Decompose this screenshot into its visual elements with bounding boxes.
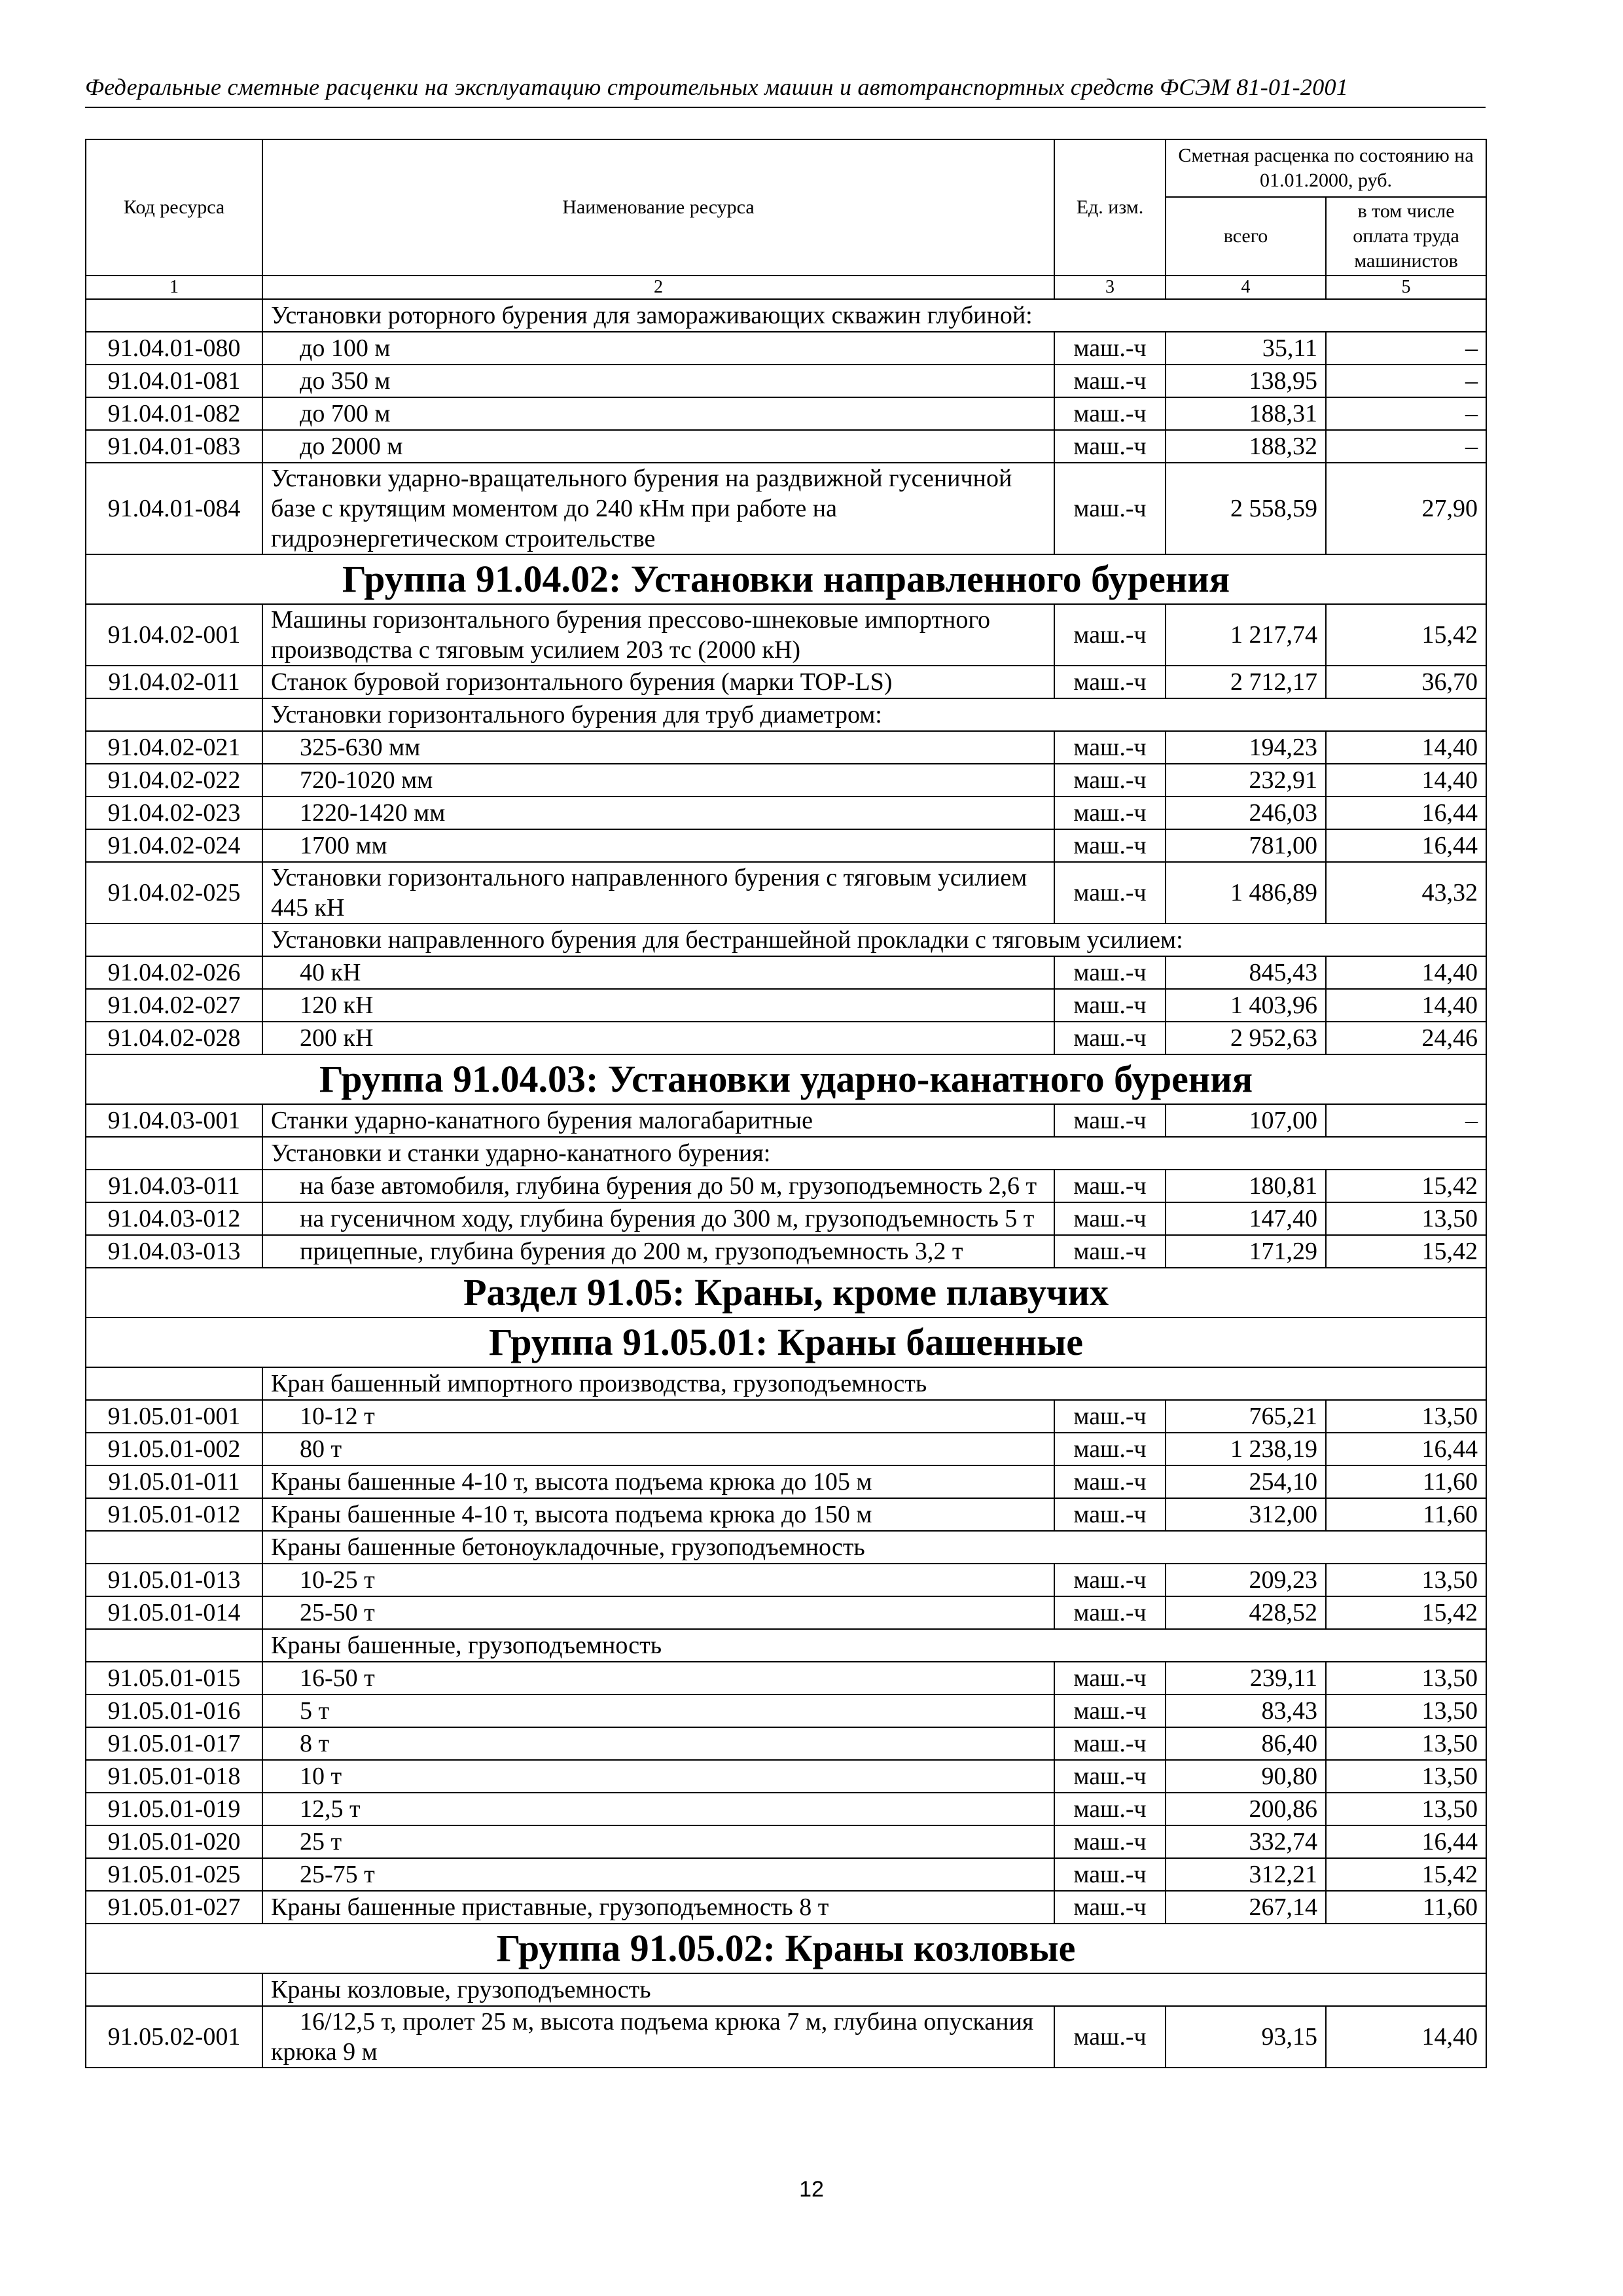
unit-of-measure: маш.-ч: [1054, 1433, 1166, 1465]
unit-of-measure: маш.-ч: [1054, 430, 1166, 463]
resource-name: 1220-1420 мм: [262, 797, 1054, 829]
resource-code: 91.05.01-017: [86, 1727, 262, 1760]
price-labor: 14,40: [1326, 956, 1486, 989]
price-labor: –: [1326, 365, 1486, 397]
column-header-total: всего: [1166, 197, 1326, 276]
resource-name: 16-50 т: [262, 1662, 1054, 1695]
resource-code: 91.05.01-019: [86, 1793, 262, 1825]
resource-code: 91.04.02-023: [86, 797, 262, 829]
price-total: 781,00: [1166, 829, 1326, 862]
resource-name: до 350 м: [262, 365, 1054, 397]
column-header-labor: в том числе оплата труда машинистов: [1326, 197, 1486, 276]
unit-of-measure: маш.-ч: [1054, 1022, 1166, 1054]
table-body: [86, 299, 1486, 2068]
table-row: [86, 2006, 1486, 2068]
price-labor: –: [1326, 332, 1486, 365]
group-heading-row: [86, 554, 1486, 604]
unit-of-measure: маш.-ч: [1054, 332, 1166, 365]
price-total: 188,32: [1166, 430, 1326, 463]
price-labor: 24,46: [1326, 1022, 1486, 1054]
group-heading-row: [86, 1268, 1486, 1318]
price-total: 332,74: [1166, 1825, 1326, 1858]
unit-of-measure: маш.-ч: [1054, 666, 1166, 698]
price-labor: 14,40: [1326, 989, 1486, 1022]
price-total: 428,52: [1166, 1596, 1326, 1629]
table-row: [86, 1596, 1486, 1629]
table-row: [86, 397, 1486, 430]
unit-of-measure: маш.-ч: [1054, 1202, 1166, 1235]
resource-code: 91.04.01-083: [86, 430, 262, 463]
column-header-name: Наименование ресурса: [262, 139, 1054, 276]
price-labor: 13,50: [1326, 1793, 1486, 1825]
price-total: 107,00: [1166, 1104, 1326, 1137]
table-row: [86, 1760, 1486, 1793]
subheading-row: [86, 299, 1486, 332]
resource-code: 91.04.02-021: [86, 731, 262, 764]
table-row: [86, 1825, 1486, 1858]
price-total: 90,80: [1166, 1760, 1326, 1793]
resource-code: 91.05.01-015: [86, 1662, 262, 1695]
price-total: 312,00: [1166, 1498, 1326, 1531]
resource-code: 91.04.03-013: [86, 1235, 262, 1268]
price-total: 83,43: [1166, 1695, 1326, 1727]
resource-code: 91.04.02-027: [86, 989, 262, 1022]
table-row: [86, 1695, 1486, 1727]
subheading-row: [86, 1531, 1486, 1564]
unit-of-measure: маш.-ч: [1054, 862, 1166, 924]
table-row: [86, 862, 1486, 924]
resource-name: прицепные, глубина бурения до 200 м, грузоподъемность 3,2 т: [262, 1235, 1054, 1268]
table-row: [86, 1170, 1486, 1202]
unit-of-measure: маш.-ч: [1054, 2006, 1166, 2068]
resource-code: 91.04.02-026: [86, 956, 262, 989]
price-labor: 16,44: [1326, 829, 1486, 862]
empty-code-cell: [86, 1137, 262, 1170]
resource-code: 91.04.02-022: [86, 764, 262, 797]
resource-code: 91.05.01-018: [86, 1760, 262, 1793]
subheading-text: Установки и станки ударно-канатного бурения:: [262, 1137, 1486, 1170]
price-labor: 11,60: [1326, 1891, 1486, 1924]
table-row: [86, 989, 1486, 1022]
resource-code: 91.05.01-013: [86, 1564, 262, 1596]
empty-code-cell: [86, 698, 262, 731]
price-total: 93,15: [1166, 2006, 1326, 2068]
resource-code: 91.05.01-011: [86, 1465, 262, 1498]
price-labor: 16,44: [1326, 1433, 1486, 1465]
price-total: 188,31: [1166, 397, 1326, 430]
price-total: 1 217,74: [1166, 604, 1326, 666]
price-total: 35,11: [1166, 332, 1326, 365]
resource-code: 91.05.01-016: [86, 1695, 262, 1727]
resource-name: Краны башенные приставные, грузоподъемность 8 т: [262, 1891, 1054, 1924]
price-labor: 13,50: [1326, 1564, 1486, 1596]
price-labor: 15,42: [1326, 604, 1486, 666]
empty-code-cell: [86, 299, 262, 332]
price-total: 180,81: [1166, 1170, 1326, 1202]
resource-name: 10-12 т: [262, 1400, 1054, 1433]
table-row: [86, 430, 1486, 463]
unit-of-measure: маш.-ч: [1054, 397, 1166, 430]
table-row: [86, 365, 1486, 397]
price-total: 267,14: [1166, 1891, 1326, 1924]
price-labor: 13,50: [1326, 1727, 1486, 1760]
group-heading: Группа 91.04.02: Установки направленного бурения: [86, 554, 1486, 604]
table-row: [86, 1433, 1486, 1465]
subheading-row: [86, 1137, 1486, 1170]
table-row: [86, 1727, 1486, 1760]
table-row: [86, 829, 1486, 862]
resource-name: до 100 м: [262, 332, 1054, 365]
table-row: [86, 1858, 1486, 1891]
resource-code: 91.04.01-082: [86, 397, 262, 430]
price-total: 1 486,89: [1166, 862, 1326, 924]
unit-of-measure: маш.-ч: [1054, 731, 1166, 764]
table-row: [86, 1202, 1486, 1235]
resource-code: 91.04.01-081: [86, 365, 262, 397]
resource-name: 25-75 т: [262, 1858, 1054, 1891]
empty-code-cell: [86, 1629, 262, 1662]
resource-code: 91.04.02-024: [86, 829, 262, 862]
price-total: 138,95: [1166, 365, 1326, 397]
resource-name: на гусеничном ходу, глубина бурения до 300 м, грузоподъемность 5 т: [262, 1202, 1054, 1235]
table-row: [86, 1235, 1486, 1268]
resource-code: 91.05.01-002: [86, 1433, 262, 1465]
unit-of-measure: маш.-ч: [1054, 463, 1166, 554]
resource-price-table: [85, 139, 1487, 2068]
column-number: 1: [86, 276, 262, 299]
resource-name: 12,5 т: [262, 1793, 1054, 1825]
unit-of-measure: маш.-ч: [1054, 365, 1166, 397]
subheading-row: [86, 1629, 1486, 1662]
resource-name: 10-25 т: [262, 1564, 1054, 1596]
resource-code: 91.04.01-080: [86, 332, 262, 365]
subheading-text: Краны козловые, грузоподъемность: [262, 1973, 1486, 2006]
price-labor: –: [1326, 430, 1486, 463]
price-total: 1 238,19: [1166, 1433, 1326, 1465]
unit-of-measure: маш.-ч: [1054, 1760, 1166, 1793]
price-labor: 13,50: [1326, 1662, 1486, 1695]
price-labor: 13,50: [1326, 1202, 1486, 1235]
table-row: [86, 1400, 1486, 1433]
price-labor: 15,42: [1326, 1170, 1486, 1202]
column-number: 2: [262, 276, 1054, 299]
price-labor: –: [1326, 1104, 1486, 1137]
resource-name: 720-1020 мм: [262, 764, 1054, 797]
price-total: 209,23: [1166, 1564, 1326, 1596]
resource-name: до 2000 м: [262, 430, 1054, 463]
price-labor: 15,42: [1326, 1596, 1486, 1629]
column-number: 5: [1326, 276, 1486, 299]
resource-name: Установки горизонтального направленного бурения с тяговым усилием 445 кН: [262, 862, 1054, 924]
price-total: 845,43: [1166, 956, 1326, 989]
resource-name: 8 т: [262, 1727, 1054, 1760]
page-number: 12: [799, 2177, 824, 2202]
table-row: [86, 1662, 1486, 1695]
price-labor: 14,40: [1326, 731, 1486, 764]
column-header-code: Код ресурса: [86, 139, 262, 276]
unit-of-measure: маш.-ч: [1054, 1104, 1166, 1137]
price-total: 254,10: [1166, 1465, 1326, 1498]
price-total: 86,40: [1166, 1727, 1326, 1760]
resource-name: 200 кН: [262, 1022, 1054, 1054]
resource-name: Машины горизонтального бурения прессово-шнековые импортного производства с тяговым усилием 203 тс (2000 кН): [262, 604, 1054, 666]
table-row: [86, 1498, 1486, 1531]
resource-code: 91.05.01-025: [86, 1858, 262, 1891]
price-total: 246,03: [1166, 797, 1326, 829]
resource-name: 10 т: [262, 1760, 1054, 1793]
resource-name: 1700 мм: [262, 829, 1054, 862]
unit-of-measure: маш.-ч: [1054, 797, 1166, 829]
price-labor: 13,50: [1326, 1400, 1486, 1433]
unit-of-measure: маш.-ч: [1054, 829, 1166, 862]
price-total: 171,29: [1166, 1235, 1326, 1268]
unit-of-measure: маш.-ч: [1054, 1793, 1166, 1825]
empty-code-cell: [86, 1531, 262, 1564]
resource-name: 120 кН: [262, 989, 1054, 1022]
resource-code: 91.04.03-011: [86, 1170, 262, 1202]
price-labor: 13,50: [1326, 1695, 1486, 1727]
price-labor: 15,42: [1326, 1858, 1486, 1891]
resource-name: Установки ударно-вращательного бурения на раздвижной гусеничной базе с крутящим моментом до 240 кНм при работе на гидроэнергетическом строительстве: [262, 463, 1054, 554]
table-row: [86, 1793, 1486, 1825]
unit-of-measure: маш.-ч: [1054, 1170, 1166, 1202]
unit-of-measure: маш.-ч: [1054, 1662, 1166, 1695]
price-total: 765,21: [1166, 1400, 1326, 1433]
unit-of-measure: маш.-ч: [1054, 1465, 1166, 1498]
unit-of-measure: маш.-ч: [1054, 1235, 1166, 1268]
price-labor: 16,44: [1326, 797, 1486, 829]
table-row: [86, 1104, 1486, 1137]
resource-code: 91.05.01-027: [86, 1891, 262, 1924]
price-total: 1 403,96: [1166, 989, 1326, 1022]
subheading-row: [86, 1973, 1486, 2006]
resource-code: 91.05.01-012: [86, 1498, 262, 1531]
price-labor: 14,40: [1326, 2006, 1486, 2068]
resource-name: 25-50 т: [262, 1596, 1054, 1629]
resource-name: Станки ударно-канатного бурения малогабаритные: [262, 1104, 1054, 1137]
resource-name: 25 т: [262, 1825, 1054, 1858]
price-labor: 36,70: [1326, 666, 1486, 698]
table-row: [86, 666, 1486, 698]
unit-of-measure: маш.-ч: [1054, 1858, 1166, 1891]
resource-name: Станок буровой горизонтального бурения (марки TOP-LS): [262, 666, 1054, 698]
running-header: Федеральные сметные расценки на эксплуатацию строительных машин и автотранспортных средств ФСЭМ 81-01-2001: [85, 74, 1349, 100]
subheading-text: Краны башенные, грузоподъемность: [262, 1629, 1486, 1662]
price-total: 200,86: [1166, 1793, 1326, 1825]
table-row: [86, 797, 1486, 829]
empty-code-cell: [86, 1367, 262, 1400]
unit-of-measure: маш.-ч: [1054, 604, 1166, 666]
resource-code: 91.04.01-084: [86, 463, 262, 554]
subheading-text: Установки направленного бурения для бестраншейной прокладки с тяговым усилием:: [262, 924, 1486, 956]
unit-of-measure: маш.-ч: [1054, 1695, 1166, 1727]
resource-code: 91.05.01-014: [86, 1596, 262, 1629]
resource-code: 91.04.02-011: [86, 666, 262, 698]
subheading-text: Кран башенный импортного производства, грузоподъемность: [262, 1367, 1486, 1400]
header-rule: [85, 107, 1486, 108]
group-heading-row: [86, 1924, 1486, 1973]
price-total: 2 558,59: [1166, 463, 1326, 554]
table-row: [86, 764, 1486, 797]
price-total: 147,40: [1166, 1202, 1326, 1235]
unit-of-measure: маш.-ч: [1054, 1825, 1166, 1858]
empty-code-cell: [86, 924, 262, 956]
price-labor: 11,60: [1326, 1465, 1486, 1498]
empty-code-cell: [86, 1973, 262, 2006]
price-total: 312,21: [1166, 1858, 1326, 1891]
table-row: [86, 956, 1486, 989]
subheading-row: [86, 1367, 1486, 1400]
resource-code: 91.04.03-001: [86, 1104, 262, 1137]
table-row: [86, 604, 1486, 666]
price-labor: 16,44: [1326, 1825, 1486, 1858]
unit-of-measure: маш.-ч: [1054, 1596, 1166, 1629]
resource-code: 91.04.02-001: [86, 604, 262, 666]
table-row: [86, 731, 1486, 764]
resource-name: на базе автомобиля, глубина бурения до 50 м, грузоподъемность 2,6 т: [262, 1170, 1054, 1202]
unit-of-measure: маш.-ч: [1054, 1564, 1166, 1596]
unit-of-measure: маш.-ч: [1054, 1498, 1166, 1531]
price-total: 232,91: [1166, 764, 1326, 797]
column-number: 3: [1054, 276, 1166, 299]
resource-name: 40 кН: [262, 956, 1054, 989]
unit-of-measure: маш.-ч: [1054, 1727, 1166, 1760]
table-row: [86, 1022, 1486, 1054]
price-labor: –: [1326, 397, 1486, 430]
table-row: [86, 463, 1486, 554]
price-labor: 13,50: [1326, 1760, 1486, 1793]
resource-code: 91.04.02-028: [86, 1022, 262, 1054]
price-total: 2 712,17: [1166, 666, 1326, 698]
table-row: [86, 1891, 1486, 1924]
column-header-unit: Ед. изм.: [1054, 139, 1166, 276]
subheading-row: [86, 924, 1486, 956]
price-total: 194,23: [1166, 731, 1326, 764]
unit-of-measure: маш.-ч: [1054, 989, 1166, 1022]
unit-of-measure: маш.-ч: [1054, 1891, 1166, 1924]
subheading-text: Установки роторного бурения для замораживающих скважин глубиной:: [262, 299, 1486, 332]
unit-of-measure: маш.-ч: [1054, 956, 1166, 989]
resource-name: 80 т: [262, 1433, 1054, 1465]
column-header-price-group: Сметная расценка по состоянию на 01.01.2000, руб.: [1166, 139, 1486, 197]
resource-name: Краны башенные 4-10 т, высота подъема крюка до 105 м: [262, 1465, 1054, 1498]
resource-code: 91.05.02-001: [86, 2006, 262, 2068]
price-labor: 11,60: [1326, 1498, 1486, 1531]
resource-code: 91.05.01-001: [86, 1400, 262, 1433]
price-labor: 27,90: [1326, 463, 1486, 554]
column-number: 4: [1166, 276, 1326, 299]
group-heading: Группа 91.05.02: Краны козловые: [86, 1924, 1486, 1973]
resource-code: 91.04.03-012: [86, 1202, 262, 1235]
price-total: 239,11: [1166, 1662, 1326, 1695]
price-labor: 43,32: [1326, 862, 1486, 924]
group-heading-row: [86, 1054, 1486, 1104]
group-heading: Раздел 91.05: Краны, кроме плавучих: [86, 1268, 1486, 1318]
price-labor: 15,42: [1326, 1235, 1486, 1268]
resource-name: до 700 м: [262, 397, 1054, 430]
table-row: [86, 332, 1486, 365]
unit-of-measure: маш.-ч: [1054, 764, 1166, 797]
resource-code: 91.05.01-020: [86, 1825, 262, 1858]
group-heading: Группа 91.04.03: Установки ударно-канатного бурения: [86, 1054, 1486, 1104]
subheading-text: Краны башенные бетоноукладочные, грузоподъемность: [262, 1531, 1486, 1564]
resource-name: Краны башенные 4-10 т, высота подъема крюка до 150 м: [262, 1498, 1054, 1531]
unit-of-measure: маш.-ч: [1054, 1400, 1166, 1433]
group-heading-row: [86, 1318, 1486, 1367]
resource-name: 325-630 мм: [262, 731, 1054, 764]
resource-code: 91.04.02-025: [86, 862, 262, 924]
group-heading: Группа 91.05.01: Краны башенные: [86, 1318, 1486, 1367]
subheading-text: Установки горизонтального бурения для труб диаметром:: [262, 698, 1486, 731]
subheading-row: [86, 698, 1486, 731]
table-row: [86, 1465, 1486, 1498]
price-labor: 14,40: [1326, 764, 1486, 797]
table-row: [86, 1564, 1486, 1596]
resource-name: 16/12,5 т, пролет 25 м, высота подъема крюка 7 м, глубина опускания крюка 9 м: [262, 2006, 1054, 2068]
price-total: 2 952,63: [1166, 1022, 1326, 1054]
resource-name: 5 т: [262, 1695, 1054, 1727]
